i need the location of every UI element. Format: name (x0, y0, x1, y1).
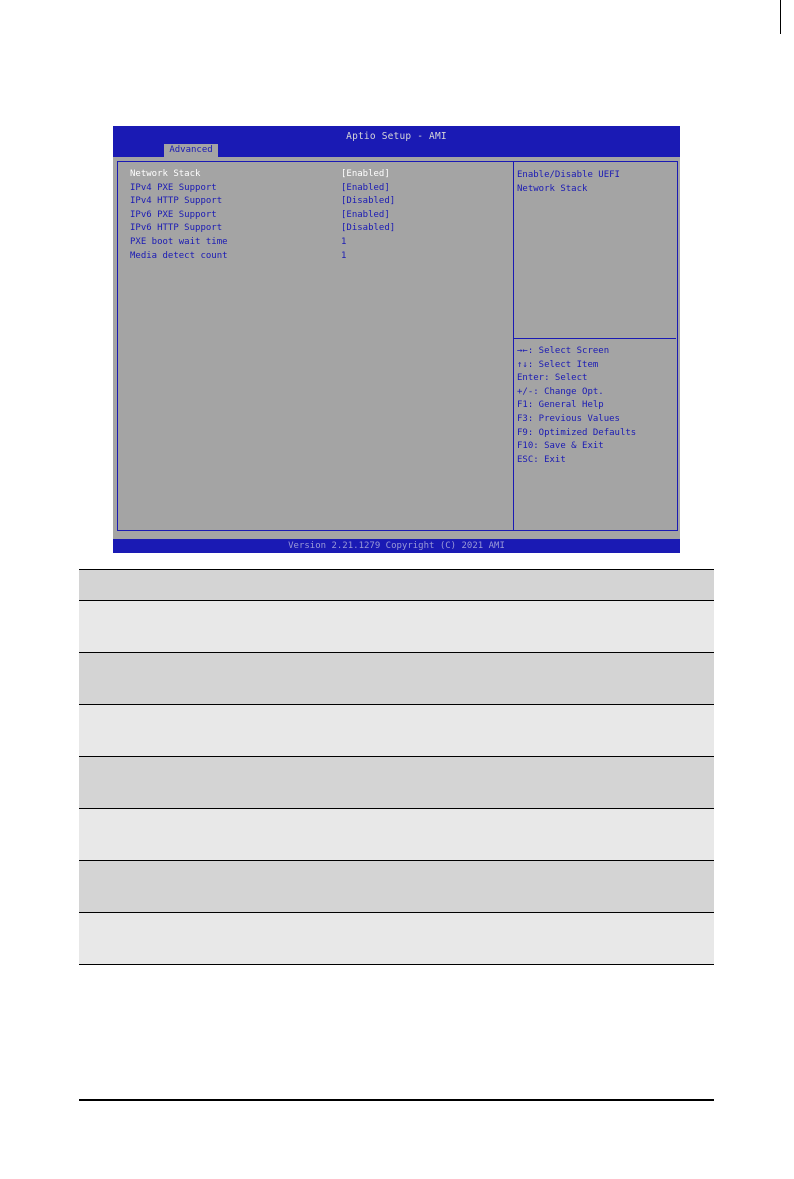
table-row (79, 653, 714, 705)
key-select-screen: →←: Select Screen (517, 346, 610, 356)
panel-divider (513, 161, 514, 531)
bios-main-panel (113, 157, 680, 539)
page-corner-rule (780, 0, 781, 34)
key-save-exit: F10: Save & Exit (517, 441, 604, 452)
table-row (79, 705, 714, 757)
help-line: Network Stack (517, 183, 588, 194)
setting-label: PXE boot wait time (130, 236, 228, 247)
help-divider (514, 338, 676, 339)
setting-label: Media detect count (130, 250, 228, 261)
bios-title: Aptio Setup - AMI (346, 131, 447, 142)
setting-label: IPv6 HTTP Support (130, 223, 223, 234)
parameter-table (79, 569, 714, 965)
setting-label: IPv6 PXE Support (130, 209, 217, 220)
table-row (79, 601, 714, 653)
key-legend (517, 346, 636, 468)
bios-screenshot (113, 126, 680, 553)
table-row (79, 913, 714, 965)
table-row (79, 757, 714, 809)
page-footer-rule (79, 1099, 714, 1101)
key-select-item: ↑↓: Select Item (517, 359, 599, 370)
table-row (79, 861, 714, 913)
help-text (517, 169, 672, 196)
help-line: Enable/Disable UEFI (517, 170, 620, 180)
setting-label: IPv4 HTTP Support (130, 196, 223, 207)
setting-label: Network Stack (130, 169, 201, 179)
setting-label: IPv4 PXE Support (130, 182, 217, 193)
setting-value[interactable]: [Enabled] (341, 182, 390, 193)
setting-value[interactable]: [Enabled] (341, 169, 390, 179)
setting-value[interactable]: [Disabled] (341, 196, 396, 207)
key-enter-select: Enter: Select (517, 373, 588, 384)
bios-footer: Version 2.21.1279 Copyright (C) 2021 AMI (288, 541, 505, 551)
table-header (79, 569, 714, 601)
key-optimized-defaults: F9: Optimized Defaults (517, 427, 637, 438)
table-row (79, 809, 714, 861)
key-general-help: F1: General Help (517, 400, 604, 411)
setting-value[interactable]: [Enabled] (341, 209, 390, 220)
setting-value[interactable]: 1 (341, 236, 347, 247)
tab-advanced[interactable]: Advanced (164, 144, 218, 157)
key-previous-values: F3: Previous Values (517, 413, 620, 424)
setting-value[interactable]: 1 (341, 250, 347, 261)
key-change-opt: +/-: Change Opt. (517, 386, 604, 397)
key-exit: ESC: Exit (517, 454, 566, 465)
setting-value[interactable]: [Disabled] (341, 223, 396, 234)
